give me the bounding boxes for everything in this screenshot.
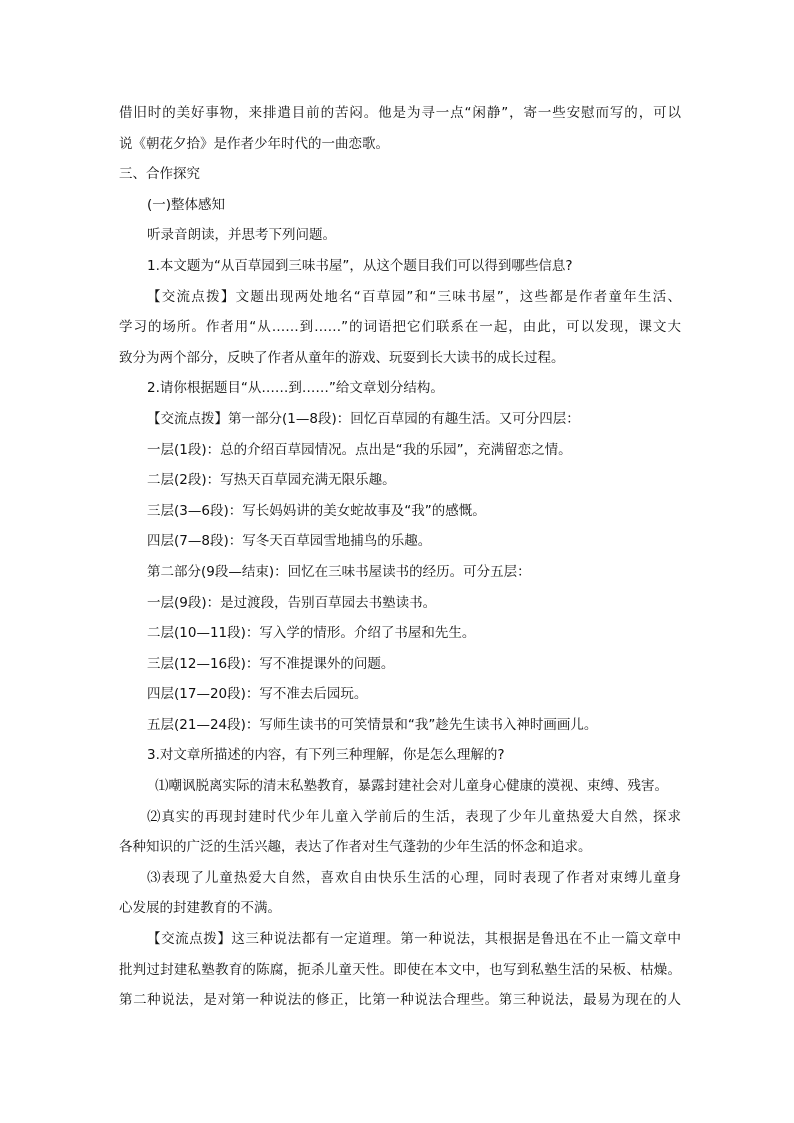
text-line: 批判过封建私塾教育的陈腐，扼杀儿童天性。即使在本文中，也写到私塾生活的呆板、枯燥。: [119, 961, 681, 978]
text-line: 学习的场所。作者用“从……到……”的词语把它们联系在一起，由此，可以发现，课文大: [119, 319, 681, 336]
text-line: 致分为两个部分，反映了作者从童年的游戏、玩耍到长大读书的成长过程。: [119, 349, 565, 366]
text-line: 三层(3—6段)：写长妈妈讲的美女蛇故事及“我”的感慨。: [147, 502, 486, 519]
text-line: 3.对文章所描述的内容，有下列三种理解，你是怎么理解的?: [147, 747, 505, 764]
text-line: 各种知识的广泛的生活兴趣，表达了作者对生气蓬勃的少年生活的怀念和追求。: [119, 839, 592, 856]
text-line: 1.本文题为“从百草园到三味书屋”，从这个题目我们可以得到哪些信息?: [147, 257, 573, 274]
text-line: 第二部分(9段—结束)：回忆在三味书屋读书的经历。可分五层：: [147, 563, 531, 580]
text-line: 四层(17—20段)：写不准去后园玩。: [147, 686, 368, 703]
text-line: 【交流点拨】这三种说法都有一定道理。第一种说法，其根据是鲁迅在不止一篇文章中: [147, 931, 681, 948]
text-line: 四层(7—8段)：写冬天百草园雪地捕鸟的乐趣。: [147, 533, 432, 550]
text-line: 三层(12—16段)：写不准提课外的问题。: [147, 655, 395, 672]
text-line: 一层(9段)：是过渡段，告别百草园去书塾读书。: [147, 594, 437, 611]
text-line: 二层(2段)：写热天百草园充满无限乐趣。: [147, 472, 396, 489]
text-line: 第二种说法，是对第一种说法的修正，比第一种说法合理些。第三种说法，最易为现在的人: [119, 992, 681, 1009]
document-body: [119, 98, 681, 1016]
text-line: 借旧时的美好事物，来排遣目前的苦闷。他是为寻一点“闲静”，寄一些安慰而写的，可以: [119, 105, 681, 121]
text-line: 2.请你根据题目“从……到……”给文章划分结构。: [147, 380, 444, 397]
text-line: ⑵真实的再现封建时代少年儿童入学前后的生活，表现了少年儿童热爱大自然，探求: [147, 808, 681, 825]
text-line: ⑶表现了儿童热爱大自然，喜欢自由快乐生活的心理，同时表现了作者对束缚儿童身: [147, 869, 681, 886]
text-line: 心发展的封建教育的不满。: [119, 900, 281, 917]
text-line: (一)整体感知: [147, 196, 226, 213]
text-line: ⑴嘲讽脱离实际的清末私塾教育，暴露封建社会对儿童身心健康的漠视、束缚、残害。: [155, 778, 668, 795]
text-line: 听录音朗读，并思考下列问题。: [147, 227, 336, 244]
text-line: 五层(21—24段)：写师生读书的可笑情景和“我”趁先生读书入神时画画儿。: [147, 716, 598, 733]
text-line: 二层(10—11段)：写入学的情形。介绍了书屋和先生。: [147, 625, 476, 642]
text-line: 【交流点拨】文题出现两处地名“百草园”和“三味书屋”，这些都是作者童年生活、: [147, 288, 681, 305]
text-line: 【交流点拨】第一部分(1—8段)：回忆百草园的有趣生活。又可分四层：: [147, 410, 580, 427]
text-line: 一层(1段)：总的介绍百草园情况。点出是“我的乐园”，充满留恋之情。: [147, 441, 572, 458]
text-line: 说《朝花夕拾》是作者少年时代的一曲恋歌。: [119, 135, 389, 152]
text-line: 三、合作探究: [119, 166, 200, 183]
